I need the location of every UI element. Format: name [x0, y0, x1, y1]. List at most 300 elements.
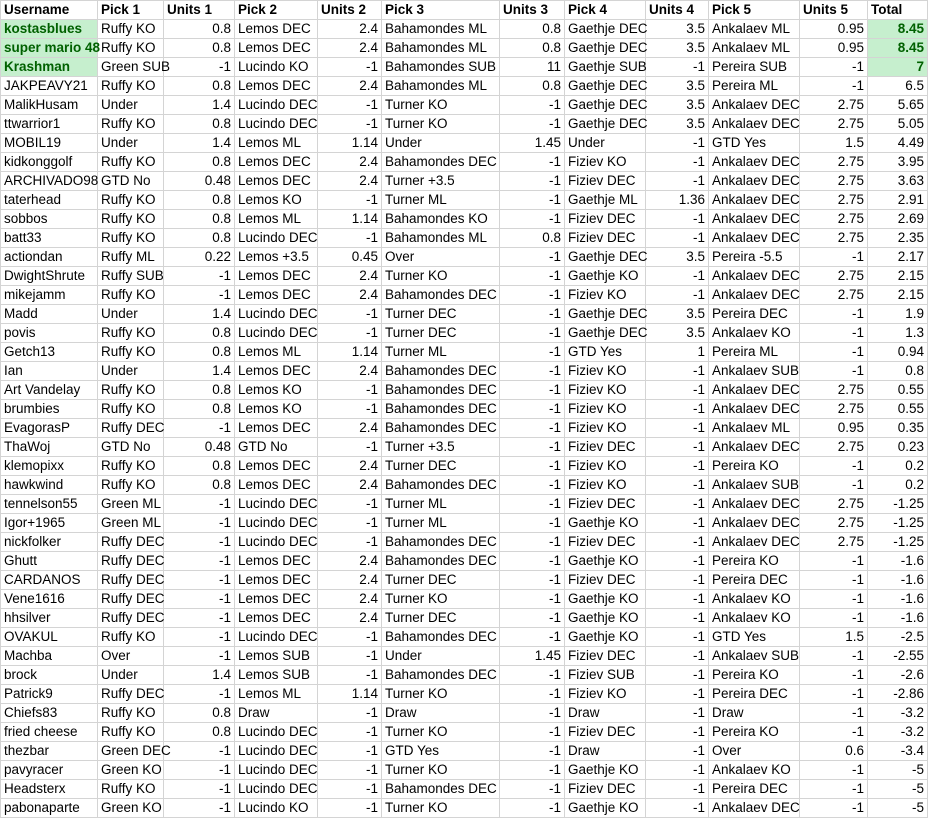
cell-username[interactable]: taterhead	[1, 191, 98, 210]
cell-pick-4[interactable]: Fiziev DEC	[565, 495, 646, 514]
cell-units-4[interactable]: 3.5	[646, 115, 709, 134]
cell-pick-4[interactable]: Gaethje KO	[565, 761, 646, 780]
cell-units-1[interactable]: 0.8	[164, 324, 235, 343]
cell-total[interactable]: 2.15	[868, 286, 928, 305]
cell-pick-4[interactable]: Gaethje DEC	[565, 77, 646, 96]
cell-total[interactable]: 2.15	[868, 267, 928, 286]
cell-pick-5[interactable]: Pereira KO	[709, 552, 800, 571]
cell-units-2[interactable]: 2.4	[318, 476, 382, 495]
cell-username[interactable]: Machba	[1, 647, 98, 666]
cell-total[interactable]: 0.94	[868, 343, 928, 362]
cell-units-4[interactable]: -1	[646, 438, 709, 457]
cell-pick-1[interactable]: Green DEC	[98, 742, 164, 761]
cell-units-1[interactable]: 1.4	[164, 362, 235, 381]
cell-pick-2[interactable]: Lemos +3.5	[235, 248, 318, 267]
cell-pick-2[interactable]: Lemos SUB	[235, 647, 318, 666]
cell-units-5[interactable]: -1	[800, 362, 868, 381]
cell-pick-2[interactable]: Lemos DEC	[235, 39, 318, 58]
cell-units-3[interactable]: -1	[500, 381, 565, 400]
cell-pick-4[interactable]: Gaethje DEC	[565, 324, 646, 343]
cell-pick-5[interactable]: GTD Yes	[709, 628, 800, 647]
cell-units-5[interactable]: 2.75	[800, 533, 868, 552]
cell-units-2[interactable]: 2.4	[318, 552, 382, 571]
cell-username[interactable]: CARDANOS	[1, 571, 98, 590]
cell-units-2[interactable]: -1	[318, 533, 382, 552]
cell-units-1[interactable]: 0.8	[164, 381, 235, 400]
cell-total[interactable]: 1.9	[868, 305, 928, 324]
cell-pick-5[interactable]: Pereira KO	[709, 666, 800, 685]
cell-pick-2[interactable]: Lucindo DEC	[235, 305, 318, 324]
cell-total[interactable]: -2.86	[868, 685, 928, 704]
cell-units-4[interactable]: -1	[646, 514, 709, 533]
cell-username[interactable]: brock	[1, 666, 98, 685]
cell-pick-5[interactable]: Pereira DEC	[709, 685, 800, 704]
cell-pick-2[interactable]: Lemos ML	[235, 343, 318, 362]
column-header-total[interactable]: Total	[868, 1, 928, 20]
cell-username[interactable]: JAKPEAVY21	[1, 77, 98, 96]
cell-pick-4[interactable]: Fiziev KO	[565, 419, 646, 438]
cell-pick-2[interactable]: Lucindo DEC	[235, 514, 318, 533]
cell-units-2[interactable]: -1	[318, 742, 382, 761]
cell-units-1[interactable]: 0.8	[164, 115, 235, 134]
cell-units-5[interactable]: -1	[800, 647, 868, 666]
cell-pick-2[interactable]: Lemos DEC	[235, 286, 318, 305]
cell-pick-3[interactable]: Bahamondes DEC	[382, 666, 500, 685]
cell-username[interactable]: batt33	[1, 229, 98, 248]
cell-pick-2[interactable]: Lucindo DEC	[235, 761, 318, 780]
cell-pick-5[interactable]: Pereira DEC	[709, 780, 800, 799]
cell-units-4[interactable]: -1	[646, 628, 709, 647]
cell-username[interactable]: Madd	[1, 305, 98, 324]
cell-units-3[interactable]: -1	[500, 115, 565, 134]
cell-units-2[interactable]: 2.4	[318, 153, 382, 172]
cell-units-3[interactable]: -1	[500, 324, 565, 343]
cell-units-5[interactable]: -1	[800, 780, 868, 799]
cell-total[interactable]: 0.55	[868, 381, 928, 400]
cell-total[interactable]: 3.95	[868, 153, 928, 172]
cell-total[interactable]: 5.05	[868, 115, 928, 134]
cell-pick-5[interactable]: Ankalaev ML	[709, 20, 800, 39]
cell-total[interactable]: -1.25	[868, 514, 928, 533]
cell-units-1[interactable]: 0.8	[164, 343, 235, 362]
cell-total[interactable]: -5	[868, 780, 928, 799]
cell-units-4[interactable]: -1	[646, 286, 709, 305]
cell-username[interactable]: nickfolker	[1, 533, 98, 552]
cell-pick-1[interactable]: Green KO	[98, 799, 164, 818]
cell-units-2[interactable]: 1.14	[318, 685, 382, 704]
cell-pick-3[interactable]: Turner DEC	[382, 571, 500, 590]
cell-pick-4[interactable]: Gaethje DEC	[565, 248, 646, 267]
column-header-pick-3[interactable]: Pick 3	[382, 1, 500, 20]
cell-username[interactable]: sobbos	[1, 210, 98, 229]
cell-units-2[interactable]: 2.4	[318, 362, 382, 381]
cell-units-3[interactable]: 0.8	[500, 229, 565, 248]
cell-units-4[interactable]: 3.5	[646, 39, 709, 58]
cell-pick-2[interactable]: Lemos DEC	[235, 552, 318, 571]
cell-pick-2[interactable]: Lucindo DEC	[235, 96, 318, 115]
cell-units-1[interactable]: -1	[164, 780, 235, 799]
cell-pick-5[interactable]: Pereira SUB	[709, 58, 800, 77]
cell-units-5[interactable]: 0.95	[800, 419, 868, 438]
cell-units-4[interactable]: -1	[646, 571, 709, 590]
cell-total[interactable]: -3.2	[868, 704, 928, 723]
cell-pick-5[interactable]: Ankalaev SUB	[709, 476, 800, 495]
cell-total[interactable]: 0.35	[868, 419, 928, 438]
cell-units-5[interactable]: 0.6	[800, 742, 868, 761]
cell-pick-2[interactable]: Lemos DEC	[235, 362, 318, 381]
cell-units-1[interactable]: -1	[164, 590, 235, 609]
cell-pick-4[interactable]: Fiziev DEC	[565, 571, 646, 590]
cell-pick-3[interactable]: Bahamondes DEC	[382, 362, 500, 381]
cell-units-2[interactable]: 2.4	[318, 457, 382, 476]
cell-pick-5[interactable]: Pereira -5.5	[709, 248, 800, 267]
cell-pick-5[interactable]: Ankalaev DEC	[709, 210, 800, 229]
cell-units-2[interactable]: -1	[318, 305, 382, 324]
cell-pick-4[interactable]: Fiziev DEC	[565, 647, 646, 666]
cell-pick-1[interactable]: Ruffy DEC	[98, 685, 164, 704]
cell-pick-3[interactable]: Bahamondes KO	[382, 210, 500, 229]
cell-pick-1[interactable]: Green SUB	[98, 58, 164, 77]
cell-username[interactable]: klemopixx	[1, 457, 98, 476]
cell-units-2[interactable]: 2.4	[318, 172, 382, 191]
cell-pick-4[interactable]: Gaethje KO	[565, 628, 646, 647]
cell-pick-2[interactable]: Lemos DEC	[235, 20, 318, 39]
cell-pick-3[interactable]: Bahamondes DEC	[382, 628, 500, 647]
cell-units-3[interactable]: -1	[500, 172, 565, 191]
cell-pick-5[interactable]: Ankalaev SUB	[709, 647, 800, 666]
cell-pick-3[interactable]: Turner KO	[382, 590, 500, 609]
cell-pick-1[interactable]: Ruffy KO	[98, 210, 164, 229]
column-header-pick-5[interactable]: Pick 5	[709, 1, 800, 20]
cell-units-5[interactable]: -1	[800, 761, 868, 780]
cell-pick-1[interactable]: Ruffy KO	[98, 153, 164, 172]
cell-units-1[interactable]: 0.48	[164, 172, 235, 191]
cell-units-4[interactable]: -1	[646, 153, 709, 172]
cell-units-2[interactable]: 2.4	[318, 20, 382, 39]
cell-units-4[interactable]: 3.5	[646, 20, 709, 39]
cell-units-2[interactable]: 1.14	[318, 134, 382, 153]
cell-pick-4[interactable]: Fiziev KO	[565, 381, 646, 400]
cell-units-5[interactable]: 2.75	[800, 267, 868, 286]
cell-pick-4[interactable]: Gaethje KO	[565, 609, 646, 628]
cell-pick-3[interactable]: Turner ML	[382, 343, 500, 362]
cell-units-2[interactable]: -1	[318, 761, 382, 780]
cell-units-5[interactable]: 2.75	[800, 229, 868, 248]
cell-units-1[interactable]: 0.22	[164, 248, 235, 267]
cell-units-2[interactable]: -1	[318, 704, 382, 723]
cell-total[interactable]: 8.45	[868, 39, 928, 58]
cell-pick-1[interactable]: Ruffy KO	[98, 381, 164, 400]
cell-total[interactable]: 0.2	[868, 457, 928, 476]
cell-pick-2[interactable]: Lemos KO	[235, 191, 318, 210]
cell-total[interactable]: -1.6	[868, 609, 928, 628]
cell-units-5[interactable]: 2.75	[800, 381, 868, 400]
column-header-pick-4[interactable]: Pick 4	[565, 1, 646, 20]
cell-pick-1[interactable]: Ruffy ML	[98, 248, 164, 267]
cell-pick-5[interactable]: Ankalaev DEC	[709, 495, 800, 514]
cell-units-5[interactable]: 2.75	[800, 495, 868, 514]
cell-pick-4[interactable]: Draw	[565, 704, 646, 723]
cell-units-4[interactable]: -1	[646, 229, 709, 248]
cell-total[interactable]: 0.23	[868, 438, 928, 457]
cell-units-2[interactable]: 0.45	[318, 248, 382, 267]
cell-pick-5[interactable]: Ankalaev SUB	[709, 362, 800, 381]
cell-units-3[interactable]: -1	[500, 514, 565, 533]
cell-pick-1[interactable]: Ruffy KO	[98, 400, 164, 419]
cell-units-4[interactable]: -1	[646, 780, 709, 799]
cell-pick-5[interactable]: Ankalaev DEC	[709, 191, 800, 210]
cell-total[interactable]: 2.69	[868, 210, 928, 229]
cell-total[interactable]: -1.6	[868, 590, 928, 609]
cell-units-4[interactable]: -1	[646, 495, 709, 514]
cell-units-3[interactable]: 0.8	[500, 77, 565, 96]
cell-pick-1[interactable]: Ruffy KO	[98, 343, 164, 362]
cell-units-2[interactable]: -1	[318, 229, 382, 248]
cell-username[interactable]: Krashman	[1, 58, 98, 77]
cell-total[interactable]: -2.55	[868, 647, 928, 666]
cell-pick-1[interactable]: Ruffy KO	[98, 723, 164, 742]
cell-username[interactable]: Art Vandelay	[1, 381, 98, 400]
cell-units-5[interactable]: -1	[800, 457, 868, 476]
cell-pick-3[interactable]: Turner +3.5	[382, 172, 500, 191]
cell-units-4[interactable]: -1	[646, 400, 709, 419]
cell-username[interactable]: OVAKUL	[1, 628, 98, 647]
cell-pick-4[interactable]: Fiziev DEC	[565, 723, 646, 742]
cell-pick-1[interactable]: Ruffy DEC	[98, 609, 164, 628]
cell-pick-2[interactable]: Lemos DEC	[235, 77, 318, 96]
column-header-units-5[interactable]: Units 5	[800, 1, 868, 20]
cell-units-3[interactable]: -1	[500, 286, 565, 305]
cell-units-1[interactable]: 0.8	[164, 400, 235, 419]
cell-units-2[interactable]: 2.4	[318, 419, 382, 438]
cell-units-4[interactable]: -1	[646, 533, 709, 552]
cell-total[interactable]: -1.25	[868, 533, 928, 552]
cell-units-1[interactable]: 0.48	[164, 438, 235, 457]
cell-units-3[interactable]: -1	[500, 457, 565, 476]
cell-units-5[interactable]: 2.75	[800, 514, 868, 533]
cell-pick-1[interactable]: Ruffy DEC	[98, 590, 164, 609]
cell-pick-1[interactable]: Ruffy KO	[98, 324, 164, 343]
cell-pick-1[interactable]: Ruffy KO	[98, 77, 164, 96]
cell-pick-5[interactable]: Pereira DEC	[709, 571, 800, 590]
cell-units-3[interactable]: -1	[500, 590, 565, 609]
cell-units-3[interactable]: -1	[500, 476, 565, 495]
cell-pick-4[interactable]: Gaethje KO	[565, 267, 646, 286]
cell-units-1[interactable]: -1	[164, 609, 235, 628]
cell-units-4[interactable]: 3.5	[646, 77, 709, 96]
cell-units-5[interactable]: -1	[800, 248, 868, 267]
cell-units-1[interactable]: -1	[164, 761, 235, 780]
cell-username[interactable]: MalikHusam	[1, 96, 98, 115]
cell-pick-2[interactable]: Lemos DEC	[235, 172, 318, 191]
cell-units-1[interactable]: -1	[164, 267, 235, 286]
cell-pick-5[interactable]: Ankalaev ML	[709, 419, 800, 438]
cell-pick-3[interactable]: Turner KO	[382, 685, 500, 704]
cell-pick-5[interactable]: Ankalaev KO	[709, 761, 800, 780]
cell-units-3[interactable]: 11	[500, 58, 565, 77]
cell-units-4[interactable]: -1	[646, 134, 709, 153]
cell-units-2[interactable]: 2.4	[318, 286, 382, 305]
cell-pick-4[interactable]: Gaethje DEC	[565, 115, 646, 134]
cell-units-4[interactable]: -1	[646, 704, 709, 723]
cell-units-4[interactable]: -1	[646, 590, 709, 609]
cell-pick-2[interactable]: Lucindo DEC	[235, 533, 318, 552]
cell-units-5[interactable]: -1	[800, 305, 868, 324]
cell-units-3[interactable]: -1	[500, 305, 565, 324]
cell-total[interactable]: -1.6	[868, 571, 928, 590]
column-header-pick-2[interactable]: Pick 2	[235, 1, 318, 20]
cell-pick-3[interactable]: GTD Yes	[382, 742, 500, 761]
cell-pick-3[interactable]: Bahamondes DEC	[382, 419, 500, 438]
cell-username[interactable]: ARCHIVADO98	[1, 172, 98, 191]
cell-units-4[interactable]: -1	[646, 476, 709, 495]
cell-units-2[interactable]: -1	[318, 400, 382, 419]
cell-units-1[interactable]: 0.8	[164, 191, 235, 210]
cell-pick-5[interactable]: Pereira KO	[709, 457, 800, 476]
cell-pick-4[interactable]: Gaethje KO	[565, 514, 646, 533]
cell-pick-2[interactable]: Lucindo DEC	[235, 229, 318, 248]
cell-pick-3[interactable]: Turner KO	[382, 761, 500, 780]
cell-total[interactable]: 3.63	[868, 172, 928, 191]
cell-username[interactable]: Ghutt	[1, 552, 98, 571]
cell-pick-4[interactable]: Fiziev DEC	[565, 533, 646, 552]
cell-total[interactable]: -2.5	[868, 628, 928, 647]
cell-units-3[interactable]: -1	[500, 495, 565, 514]
cell-pick-3[interactable]: Bahamondes DEC	[382, 381, 500, 400]
cell-units-3[interactable]: -1	[500, 153, 565, 172]
cell-pick-4[interactable]: Gaethje KO	[565, 552, 646, 571]
cell-pick-5[interactable]: Ankalaev DEC	[709, 438, 800, 457]
cell-units-3[interactable]: -1	[500, 666, 565, 685]
column-header-units-3[interactable]: Units 3	[500, 1, 565, 20]
cell-units-2[interactable]: -1	[318, 381, 382, 400]
cell-units-4[interactable]: -1	[646, 552, 709, 571]
cell-pick-1[interactable]: Over	[98, 647, 164, 666]
cell-units-2[interactable]: -1	[318, 799, 382, 818]
cell-pick-5[interactable]: Pereira ML	[709, 77, 800, 96]
cell-username[interactable]: EvagorasP	[1, 419, 98, 438]
cell-total[interactable]: 2.91	[868, 191, 928, 210]
cell-units-3[interactable]: -1	[500, 723, 565, 742]
cell-pick-2[interactable]: Lemos KO	[235, 400, 318, 419]
cell-username[interactable]: kidkonggolf	[1, 153, 98, 172]
cell-pick-4[interactable]: Fiziev KO	[565, 685, 646, 704]
cell-pick-4[interactable]: Gaethje DEC	[565, 96, 646, 115]
cell-units-3[interactable]: -1	[500, 742, 565, 761]
cell-username[interactable]: kostasblues	[1, 20, 98, 39]
cell-pick-3[interactable]: Bahamondes DEC	[382, 153, 500, 172]
cell-units-3[interactable]: -1	[500, 704, 565, 723]
cell-pick-5[interactable]: Ankalaev DEC	[709, 799, 800, 818]
cell-pick-4[interactable]: Fiziev DEC	[565, 780, 646, 799]
cell-units-3[interactable]: -1	[500, 628, 565, 647]
cell-units-4[interactable]: -1	[646, 609, 709, 628]
cell-pick-2[interactable]: Lemos ML	[235, 210, 318, 229]
cell-pick-3[interactable]: Turner DEC	[382, 324, 500, 343]
cell-pick-4[interactable]: Gaethje KO	[565, 590, 646, 609]
cell-pick-1[interactable]: Ruffy KO	[98, 229, 164, 248]
cell-pick-3[interactable]: Bahamondes DEC	[382, 552, 500, 571]
cell-pick-1[interactable]: Under	[98, 96, 164, 115]
cell-pick-2[interactable]: Lemos DEC	[235, 609, 318, 628]
cell-pick-4[interactable]: Gaethje DEC	[565, 39, 646, 58]
cell-units-1[interactable]: 1.4	[164, 666, 235, 685]
cell-pick-4[interactable]: Under	[565, 134, 646, 153]
cell-pick-2[interactable]: GTD No	[235, 438, 318, 457]
cell-pick-2[interactable]: Lemos DEC	[235, 590, 318, 609]
cell-units-4[interactable]: -1	[646, 172, 709, 191]
cell-pick-2[interactable]: Lucindo DEC	[235, 780, 318, 799]
cell-username[interactable]: tennelson55	[1, 495, 98, 514]
cell-pick-3[interactable]: Under	[382, 647, 500, 666]
cell-units-3[interactable]: -1	[500, 248, 565, 267]
cell-units-3[interactable]: -1	[500, 191, 565, 210]
cell-total[interactable]: 0.2	[868, 476, 928, 495]
cell-pick-2[interactable]: Lucindo DEC	[235, 324, 318, 343]
cell-units-5[interactable]: -1	[800, 77, 868, 96]
cell-units-3[interactable]: -1	[500, 343, 565, 362]
cell-username[interactable]: Getch13	[1, 343, 98, 362]
cell-pick-1[interactable]: Ruffy KO	[98, 191, 164, 210]
cell-pick-3[interactable]: Bahamondes DEC	[382, 533, 500, 552]
cell-units-4[interactable]: -1	[646, 362, 709, 381]
cell-pick-4[interactable]: Fiziev DEC	[565, 210, 646, 229]
cell-pick-4[interactable]: Fiziev KO	[565, 286, 646, 305]
cell-units-5[interactable]: 2.75	[800, 172, 868, 191]
cell-pick-4[interactable]: Fiziev KO	[565, 476, 646, 495]
cell-pick-2[interactable]: Lemos DEC	[235, 476, 318, 495]
cell-units-5[interactable]: -1	[800, 799, 868, 818]
cell-pick-2[interactable]: Lemos ML	[235, 134, 318, 153]
cell-pick-4[interactable]: Fiziev DEC	[565, 172, 646, 191]
cell-pick-5[interactable]: Ankalaev DEC	[709, 514, 800, 533]
cell-pick-2[interactable]: Lemos DEC	[235, 267, 318, 286]
cell-units-1[interactable]: 0.8	[164, 210, 235, 229]
cell-pick-5[interactable]: Ankalaev DEC	[709, 267, 800, 286]
cell-pick-3[interactable]: Turner DEC	[382, 457, 500, 476]
cell-units-5[interactable]: 1.5	[800, 134, 868, 153]
cell-username[interactable]: Patrick9	[1, 685, 98, 704]
cell-units-2[interactable]: -1	[318, 666, 382, 685]
cell-units-4[interactable]: 1	[646, 343, 709, 362]
cell-units-3[interactable]: -1	[500, 799, 565, 818]
cell-pick-4[interactable]: Fiziev SUB	[565, 666, 646, 685]
cell-units-2[interactable]: -1	[318, 96, 382, 115]
cell-units-5[interactable]: -1	[800, 343, 868, 362]
cell-units-3[interactable]: -1	[500, 685, 565, 704]
cell-pick-2[interactable]: Lucindo DEC	[235, 742, 318, 761]
column-header-username[interactable]: Username	[1, 1, 98, 20]
cell-pick-3[interactable]: Bahamondes ML	[382, 39, 500, 58]
cell-pick-4[interactable]: Draw	[565, 742, 646, 761]
cell-pick-5[interactable]: Draw	[709, 704, 800, 723]
cell-username[interactable]: povis	[1, 324, 98, 343]
cell-units-3[interactable]: -1	[500, 400, 565, 419]
cell-units-3[interactable]: 1.45	[500, 647, 565, 666]
cell-pick-4[interactable]: Gaethje ML	[565, 191, 646, 210]
cell-pick-2[interactable]: Lemos KO	[235, 381, 318, 400]
cell-total[interactable]: -2.6	[868, 666, 928, 685]
cell-total[interactable]: 5.65	[868, 96, 928, 115]
cell-pick-5[interactable]: Ankalaev DEC	[709, 96, 800, 115]
column-header-pick-1[interactable]: Pick 1	[98, 1, 164, 20]
cell-units-1[interactable]: -1	[164, 552, 235, 571]
cell-units-5[interactable]: -1	[800, 590, 868, 609]
cell-pick-1[interactable]: Ruffy KO	[98, 780, 164, 799]
cell-units-5[interactable]: 2.75	[800, 191, 868, 210]
cell-units-1[interactable]: 1.4	[164, 96, 235, 115]
cell-pick-4[interactable]: Gaethje DEC	[565, 305, 646, 324]
